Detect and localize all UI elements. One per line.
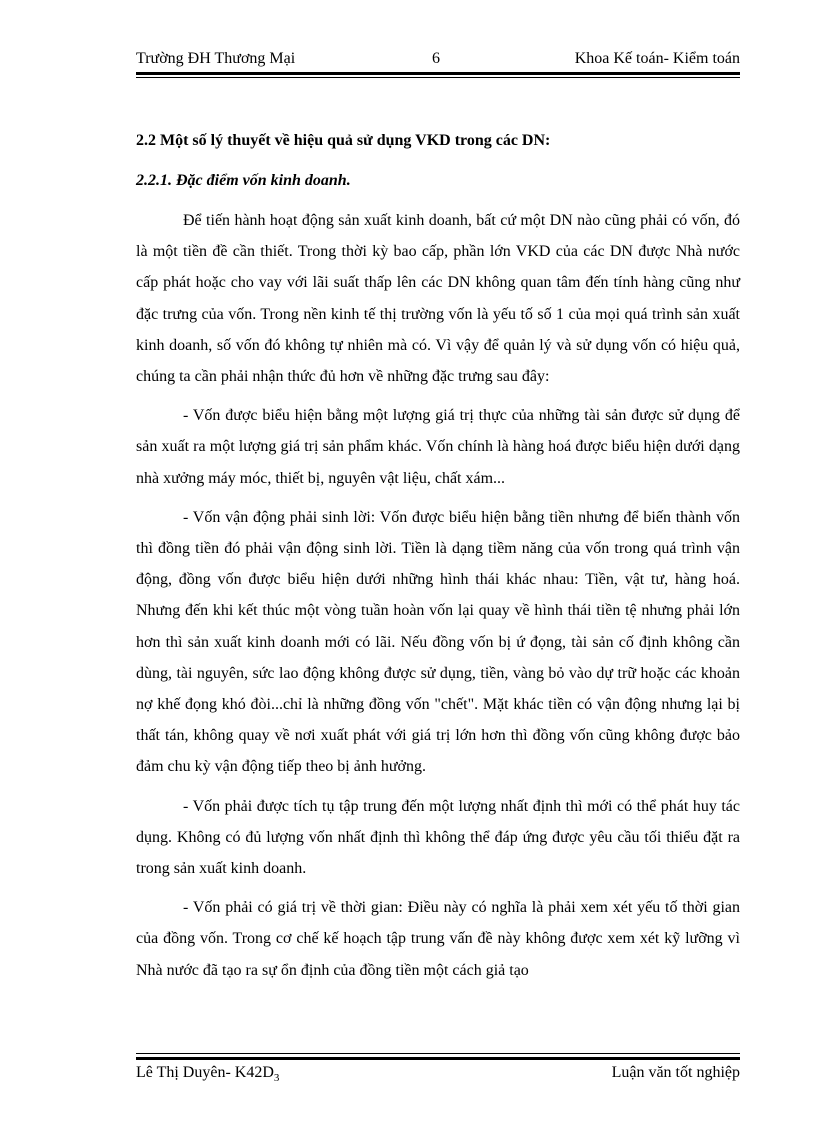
- subsection-title: 2.2.1. Đặc điểm vốn kinh doanh.: [136, 172, 351, 189]
- header-rule-thick: [136, 72, 740, 75]
- footer-author-name: Lê Thị Duyên- K42D: [136, 1064, 274, 1081]
- paragraph: - Vốn được biểu hiện bằng một lượng giá trị thực của những tài sản được sử dụng để sản xuất ra một lượng giá trị sản phẩm khác. Vốn chính là hàng hoá được biểu hiện dưới dạng nhà xưởng máy móc, thiết bị, nguyên vật liệu, chất xám...: [136, 407, 740, 487]
- paragraph: - Vốn phải được tích tụ tập trung đến một lượng nhất định thì mới có thể phát huy tác dụng. Không có đủ lượng vốn nhất định thì không thể đáp ứng được yêu cầu tối thiểu đặt ra trong sản xuất kinh doanh.: [136, 797, 740, 878]
- footer-author: [136, 1064, 279, 1084]
- page-number: 6: [432, 50, 440, 67]
- footer-author-subscript: 3: [273, 1072, 280, 1085]
- paragraph: - Vốn phải có giá trị về thời gian: Điều này có nghĩa là phải xem xét yếu tố thời gian của đồng vốn. Trong cơ chế kế hoạch tập trung vấn đề này không được xem xét kỹ lưỡng vì Nhà nước đã tạo ra sự ổn định của đồng tiền một cách giả tạo: [136, 899, 740, 979]
- paragraph: - Vốn vận động phải sinh lời: Vốn được biểu hiện bằng tiền nhưng để biến thành vốn thì đồng tiền đó phải vận động sinh lời. Tiền là dạng tiềm năng của vốn trong quá trình vận động, đồng vốn được biểu hiện dưới những hình thái khác nhau: Tiền, vật tư, hàng hoá. Nhưng đến khi kết thúc một vòng tuần hoàn vốn lại quay về hình thái tiền tệ nhưng phải lớn hơn thì sản xuất kinh doanh mới có lãi. Nếu đồng vốn bị ứ đọng, tài sản cố định không cần dùng, tài nguyên, sức lao động không được sử dụng, tiền, vàng bỏ vào dự trữ hoặc các khoản nợ khế đọng khó đòi...chỉ là những đồng vốn "chết". Mặt khác tiền có vận động nhưng lại bị thất tán, không quay về nơi xuất phát với giá trị lớn hơn thì đồng vốn cũng không được bảo đảm chu kỳ vận động tiếp theo bị ảnh hưởng.: [136, 508, 740, 776]
- page-header: [136, 47, 740, 71]
- page-footer: [136, 1062, 740, 1086]
- footer-rule-thin: [136, 1053, 740, 1054]
- body-text: [136, 205, 740, 994]
- section-title: 2.2 Một số lý thuyết về hiệu quả sử dụng VKD trong các DN:: [136, 132, 551, 149]
- header-rule-thin: [136, 77, 740, 78]
- footer-rule-thick: [136, 1057, 740, 1060]
- header-school: Trường ĐH Thương Mại: [136, 50, 296, 67]
- header-faculty: Khoa Kế toán- Kiểm toán: [574, 50, 740, 67]
- footer-thesis-label: Luận văn tốt nghiệp: [611, 1064, 740, 1081]
- paragraph: Để tiến hành hoạt động sản xuất kinh doanh, bất cứ một DN nào cũng phải có vốn, đó là một tiền đề cần thiết. Trong thời kỳ bao cấp, phần lớn VKD của các DN được Nhà nước cấp phát hoặc cho vay với lãi suất thấp lên các DN không quan tâm đến tính hàng cũng như đặc trưng của vốn. Trong nền kinh tế thị trường vốn là yếu tố số 1 của mọi quá trình sản xuất kinh doanh, số vốn đó không tự nhiên mà có. Vì vậy để quản lý và sử dụng vốn có hiệu quả, chúng ta cần phải nhận thức đủ hơn về những đặc trưng sau đây:: [136, 212, 740, 386]
